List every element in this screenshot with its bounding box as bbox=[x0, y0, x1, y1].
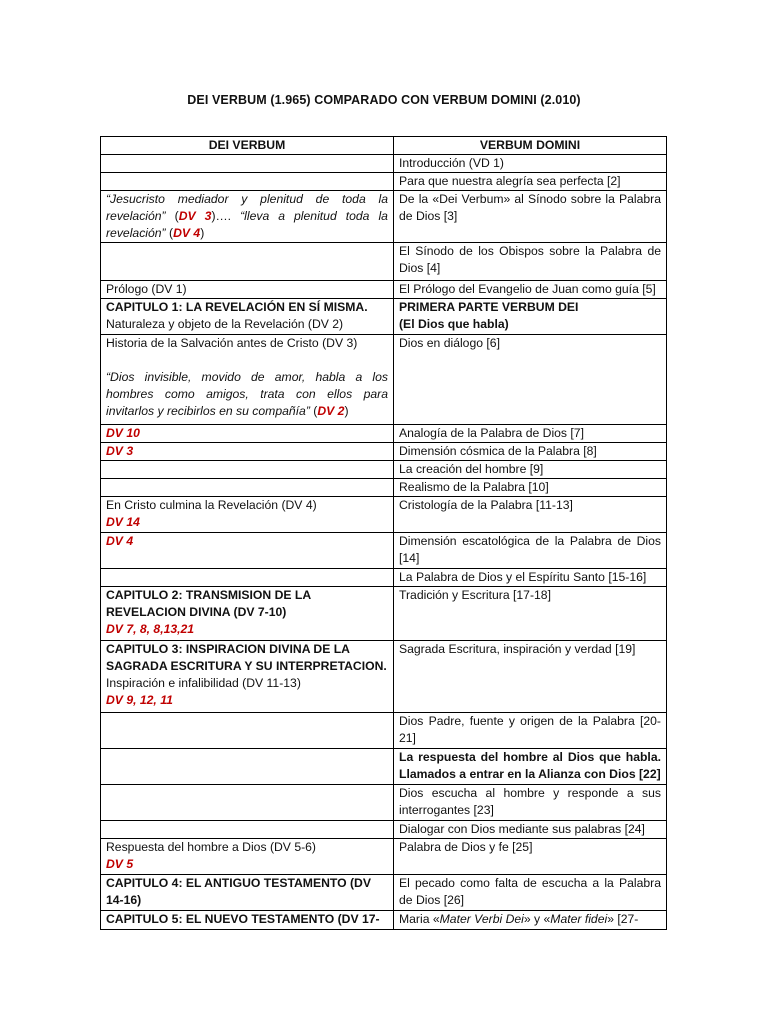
table-row bbox=[101, 281, 667, 299]
vd-cell bbox=[394, 911, 667, 930]
vd-cell: Dimensión escatológica de la Palabra de Dios [14] bbox=[394, 533, 667, 569]
table-row bbox=[101, 173, 667, 191]
dv-reference: DV 3 bbox=[178, 209, 212, 223]
vd-cell: La respuesta del hombre al Dios que habla. Llamados a entrar en la Alianza con Dios [22] bbox=[394, 749, 667, 785]
dv-cell bbox=[101, 821, 394, 839]
dv-cell bbox=[101, 425, 394, 443]
vd-cell bbox=[394, 299, 667, 335]
dv-cell bbox=[101, 785, 394, 821]
dv-reference: DV 2 bbox=[317, 404, 345, 418]
vd-cell: El Sínodo de los Obispos sobre la Palabra de Dios [4] bbox=[394, 243, 667, 281]
dv-text: En Cristo culmina la Revelación (DV 4) bbox=[106, 498, 317, 512]
chapter-heading: CAPITULO 3: INSPIRACION DIVINA DE LA SAGRADA ESCRITURA Y SU INTERPRETACION. bbox=[106, 642, 387, 673]
vd-cell: Realismo de la Palabra [10] bbox=[394, 479, 667, 497]
column-header-dei-verbum: DEI VERBUM bbox=[101, 137, 394, 155]
dv-reference: DV 5 bbox=[106, 857, 134, 871]
dv-cell bbox=[101, 479, 394, 497]
vd-text: » [27- bbox=[607, 912, 639, 926]
table-row bbox=[101, 425, 667, 443]
dv-text: Respuesta del hombre a Dios (DV 5-6) bbox=[106, 840, 316, 854]
dv-cell bbox=[101, 749, 394, 785]
table-row bbox=[101, 911, 667, 930]
table-row bbox=[101, 155, 667, 173]
vd-cell: Dios escucha al hombre y responde a sus interrogantes [23] bbox=[394, 785, 667, 821]
vd-italic: Mater Verbi Dei bbox=[439, 912, 524, 926]
part-heading: PRIMERA PARTE VERBUM DEI bbox=[399, 300, 579, 314]
vd-text: » y « bbox=[523, 912, 551, 926]
dv-cell bbox=[101, 569, 394, 587]
vd-cell: La creación del hombre [9] bbox=[394, 461, 667, 479]
dv-cell bbox=[101, 497, 394, 533]
dv-punct: ) bbox=[344, 404, 349, 418]
vd-cell: Para que nuestra alegría sea perfecta [2] bbox=[394, 173, 667, 191]
table-row bbox=[101, 839, 667, 875]
table-row bbox=[101, 875, 667, 911]
dv-cell: Prólogo (DV 1) bbox=[101, 281, 394, 299]
table-row bbox=[101, 785, 667, 821]
dv-text: Historia de la Salvación antes de Cristo (DV 3) bbox=[106, 336, 358, 350]
dv-cell: CAPITULO 5: EL NUEVO TESTAMENTO (DV 17- bbox=[101, 911, 394, 930]
dv-cell bbox=[101, 173, 394, 191]
dv-cell bbox=[101, 191, 394, 243]
table-row bbox=[101, 569, 667, 587]
vd-cell: El pecado como falta de escucha a la Palabra de Dios [26] bbox=[394, 875, 667, 911]
dv-reference: DV 4 bbox=[106, 534, 134, 548]
chapter-subtitle: Naturaleza y objeto de la Revelación (DV 2) bbox=[106, 317, 344, 331]
part-subtitle: (El Dios que habla) bbox=[399, 317, 509, 331]
dv-cell bbox=[101, 335, 394, 425]
dv-reference: DV 7, 8, 8,13,21 bbox=[106, 622, 195, 636]
table-row bbox=[101, 335, 667, 425]
chapter-subtitle: Inspiración e infalibilidad (DV 11-13) bbox=[106, 676, 301, 690]
dv-cell bbox=[101, 299, 394, 335]
dv-reference: DV 14 bbox=[106, 515, 140, 529]
vd-text: Maria « bbox=[399, 912, 440, 926]
dv-reference: DV 10 bbox=[106, 426, 140, 440]
table-row bbox=[101, 533, 667, 569]
vd-italic: Mater fidei bbox=[550, 912, 608, 926]
table-header-row bbox=[101, 137, 667, 155]
vd-cell: La Palabra de Dios y el Espíritu Santo [15-16] bbox=[394, 569, 667, 587]
dv-cell bbox=[101, 713, 394, 749]
dv-cell bbox=[101, 461, 394, 479]
table-row bbox=[101, 479, 667, 497]
vd-cell: Introducción (VD 1) bbox=[394, 155, 667, 173]
dv-punct: ( bbox=[309, 404, 318, 418]
table-row bbox=[101, 713, 667, 749]
table-row bbox=[101, 497, 667, 533]
chapter-heading: CAPITULO 1: LA REVELACIÓN EN SÍ MISMA. bbox=[106, 300, 368, 314]
vd-cell: Analogía de la Palabra de Dios [7] bbox=[394, 425, 667, 443]
dv-quote: “lleva a plenitud toda la revelación” bbox=[106, 209, 388, 240]
table-row bbox=[101, 749, 667, 785]
chapter-heading: CAPITULO 2: TRANSMISION DE LA REVELACION DIVINA (DV 7-10) bbox=[106, 588, 311, 619]
dv-reference: DV 9, 12, 11 bbox=[106, 693, 173, 707]
document-title: DEI VERBUM (1.965) COMPARADO CON VERBUM DOMINI (2.010) bbox=[187, 93, 581, 107]
dv-cell bbox=[101, 443, 394, 461]
table-row bbox=[101, 243, 667, 281]
vd-cell: Sagrada Escritura, inspiración y verdad [19] bbox=[394, 641, 667, 713]
table-row bbox=[101, 443, 667, 461]
vd-cell: Cristología de la Palabra [11-13] bbox=[394, 497, 667, 533]
vd-cell: Dios en diálogo [6] bbox=[394, 335, 667, 425]
dv-cell bbox=[101, 243, 394, 281]
table-row bbox=[101, 821, 667, 839]
dv-reference: DV 4 bbox=[173, 226, 201, 240]
table-row bbox=[101, 299, 667, 335]
vd-cell: Dios Padre, fuente y origen de la Palabra [20-21] bbox=[394, 713, 667, 749]
column-header-verbum-domini: VERBUM DOMINI bbox=[394, 137, 667, 155]
dv-punct: )…. bbox=[211, 209, 241, 223]
comparison-table bbox=[100, 136, 667, 930]
dv-cell: CAPITULO 4: EL ANTIGUO TESTAMENTO (DV 14-16) bbox=[101, 875, 394, 911]
dv-cell bbox=[101, 533, 394, 569]
dv-quote: “Jesucristo mediador y plenitud de toda la revelación” bbox=[106, 192, 388, 223]
table-row bbox=[101, 461, 667, 479]
dv-reference: DV 3 bbox=[106, 444, 134, 458]
dv-cell bbox=[101, 839, 394, 875]
vd-cell: Dialogar con Dios mediante sus palabras [24] bbox=[394, 821, 667, 839]
table-row bbox=[101, 191, 667, 243]
vd-cell: Palabra de Dios y fe [25] bbox=[394, 839, 667, 875]
table-row bbox=[101, 587, 667, 641]
dv-punct: ( bbox=[165, 226, 174, 240]
vd-cell: Dimensión cósmica de la Palabra [8] bbox=[394, 443, 667, 461]
dv-cell bbox=[101, 641, 394, 713]
dv-quote: “Dios invisible, movido de amor, habla a los hombres como amigos, trata con ellos para invitarlos y recibirlos en su compañía” bbox=[106, 370, 388, 418]
table-row bbox=[101, 641, 667, 713]
dv-cell bbox=[101, 587, 394, 641]
dv-punct: ) bbox=[200, 226, 205, 240]
dv-cell bbox=[101, 155, 394, 173]
vd-cell: De la «Dei Verbum» al Sínodo sobre la Palabra de Dios [3] bbox=[394, 191, 667, 243]
dv-punct: ( bbox=[165, 209, 179, 223]
vd-cell: Tradición y Escritura [17-18] bbox=[394, 587, 667, 641]
vd-cell: El Prólogo del Evangelio de Juan como guía [5] bbox=[394, 281, 667, 299]
